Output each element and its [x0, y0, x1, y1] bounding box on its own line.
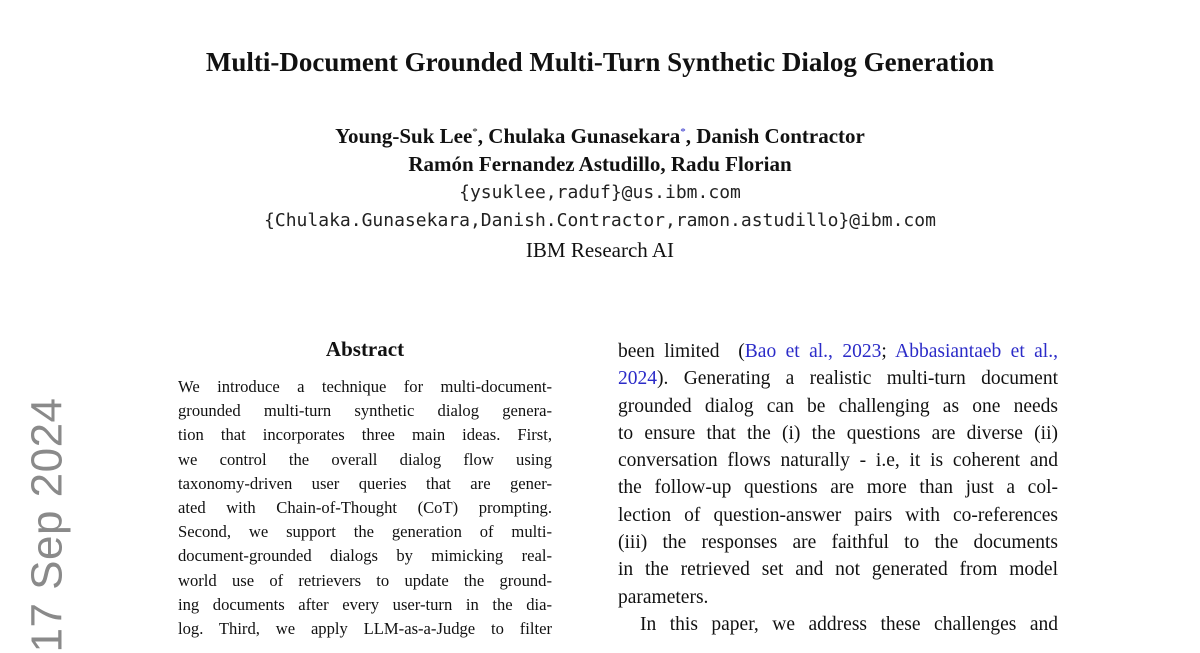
- body-line: grounded dialog can be challenging as one needs: [618, 395, 1058, 417]
- equal-contribution-mark: *: [472, 126, 478, 138]
- citation-separator: ;: [881, 341, 887, 362]
- affiliation: IBM Research AI: [525, 238, 675, 262]
- equal-contribution-link[interactable]: *: [680, 126, 686, 138]
- abstract-line: world use of retrievers to update the ground-: [178, 570, 552, 590]
- body-line: the follow-up questions are more than just a col-: [618, 477, 1058, 499]
- abstract-line: ing documents after every user-turn in the dia-: [178, 594, 552, 614]
- body-line: in the retrieved set and not generated from model: [618, 559, 1058, 581]
- body-line: [618, 365, 1058, 392]
- abstract-line: document-grounded dialogs by mimicking real-: [178, 546, 552, 566]
- introduction-body: [618, 338, 1058, 638]
- citation-link-abbasiantaeb-year[interactable]: 2024: [618, 368, 657, 390]
- arxiv-date-text: 17 Sep 2024: [23, 397, 72, 653]
- paper-title: Multi-Document Grounded Multi-Turn Synthetic Dialog Generation: [205, 47, 995, 77]
- body-line: parameters.: [618, 586, 709, 608]
- body-line: In this paper, we address these challenges and: [640, 613, 1058, 635]
- body-line: to ensure that the (i) the questions are diverse (ii): [618, 422, 1058, 444]
- abstract-line: We introduce a technique for multi-document-: [178, 377, 552, 396]
- email-line-2: {Chulaka.Gunasekara,Danish.Contractor,ramon.astudillo}@ibm.com: [264, 210, 936, 231]
- abstract-line: Second, we support the generation of multi-: [178, 522, 552, 542]
- abstract-line: tion that incorporates three main ideas. First,: [178, 425, 552, 445]
- abstract-line: we control the overall dialog flow using: [178, 449, 552, 469]
- citation-link-abbasiantaeb[interactable]: Abbasiantaeb et al.,: [895, 341, 1058, 362]
- email-line-1: {ysuklee,raduf}@us.ibm.com: [459, 182, 741, 203]
- author-line-1: [0, 122, 1200, 150]
- abstract-line: ated with Chain-of-Thought (CoT) prompting.: [178, 497, 552, 517]
- body-line: conversation flows naturally - i.e, it is coherent and: [618, 450, 1058, 472]
- author-line-2: Ramón Fernandez Astudillo, Radu Florian: [408, 152, 792, 176]
- abstract-line: log. Third, we apply LLM-as-a-Judge to filter: [178, 618, 552, 638]
- body-text: ). Generating a realistic multi-turn document: [657, 368, 1058, 390]
- abstract-line: taxonomy-driven user queries that are gener-: [178, 473, 552, 493]
- author-chulaka-gunasekara: , Chulaka Gunasekara: [477, 124, 681, 148]
- author-danish-contractor: , Danish Contractor: [685, 124, 865, 148]
- body-line: (iii) the responses are faithful to the documents: [618, 532, 1058, 554]
- body-line: been limited (Bao et al., 2023; Abbasiantaeb et al.,: [618, 341, 1058, 362]
- author-young-suk-lee: Young-Suk Lee: [335, 124, 473, 148]
- body-line: lection of question-answer pairs with co-references: [618, 504, 1058, 526]
- citation-link-bao[interactable]: Bao et al., 2023: [744, 341, 882, 362]
- abstract-body: [178, 375, 552, 641]
- abstract-heading: Abstract: [325, 337, 405, 361]
- arxiv-date-stamp: [23, 397, 72, 653]
- body-text: been limited: [618, 341, 720, 362]
- abstract-line: grounded multi-turn synthetic dialog genera-: [178, 401, 552, 421]
